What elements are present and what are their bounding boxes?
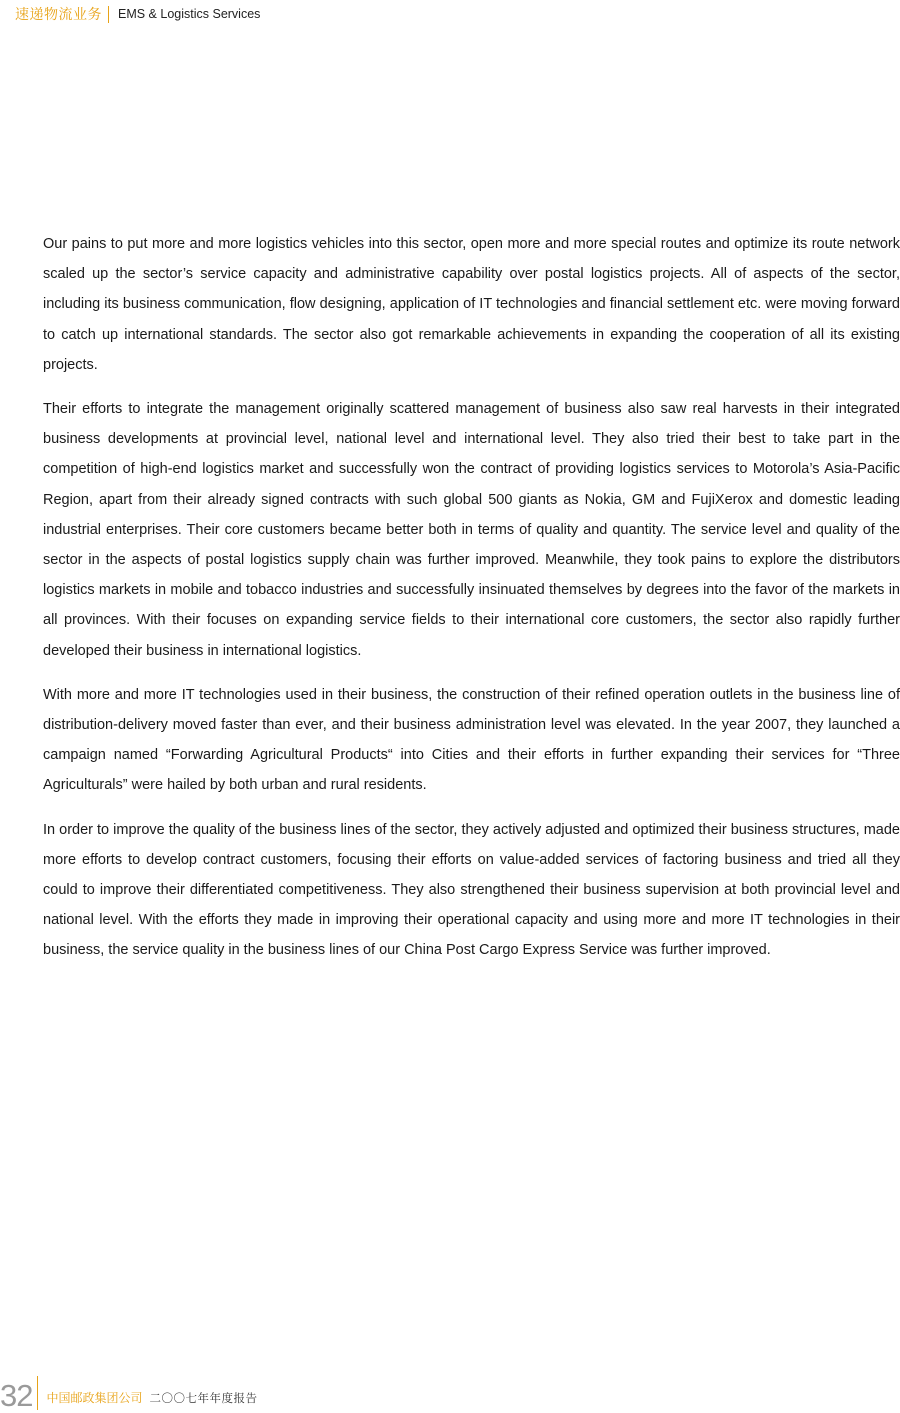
- footer-divider: [37, 1376, 38, 1410]
- page-footer: [0, 1376, 258, 1412]
- page-number: 32: [0, 1378, 33, 1413]
- paragraph: Their efforts to integrate the management originally scattered management of business also saw real harvests in their integrated business developments at provincial level, national level and international level. They also tried their best to take part in the competition of high-end logistics market and successfully won the contract of providing logistics services to Motorola’s Asia-Pacific Region, apart from their already signed contracts with such global 500 giants as Nokia, GM and FujiXerox and domestic leading industrial enterprises. Their core customers became better both in terms of quality and quantity. The service level and quality of the sector in the aspects of postal logistics supply chain was further improved. Meanwhile, they took pains to explore the distributors logistics markets in mobile and tobacco industries and successfully insinuated themselves by degrees into the favor of the markets in all provinces. With their focuses on expanding service fields to their international core customers, the sector also rapidly further developed their business in international logistics.: [43, 401, 900, 659]
- footer-report-title: 二〇〇七年年度报告: [149, 1391, 258, 1405]
- section-title-cn: 速递物流业务: [15, 7, 102, 23]
- page-header: [15, 4, 260, 24]
- section-title-en: EMS & Logistics Services: [118, 7, 261, 21]
- paragraph: With more and more IT technologies used in their business, the construction of their refined operation outlets in the business line of distribution-delivery moved faster than ever, and their business administration level was elevated. In the year 2007, they launched a campaign named “Forwarding Agricultural Products“ into Cities and their efforts in further expanding their services for “Three Agriculturals” were hailed by both urban and rural residents.: [43, 686, 900, 794]
- paragraph: In order to improve the quality of the business lines of the sector, they actively adjusted and optimized their business structures, made more efforts to develop contract customers, focusing their efforts on value-added services of factoring business and tried all they could to improve their differentiated competitiveness. They also strengthened their business supervision at both provincial level and national level. With the efforts they made in improving their operational capacity and using more and more IT technologies in their business, the service quality in the business lines of our China Post Cargo Express Service was further improved.: [43, 821, 900, 959]
- header-divider: [108, 6, 109, 23]
- footer-organization: 中国邮政集团公司: [46, 1391, 143, 1405]
- article-body: [43, 229, 900, 980]
- paragraph: Our pains to put more and more logistics vehicles into this sector, open more and more special routes and optimize its route network scaled up the sector’s service capacity and administrative capability over postal logistics projects. All of aspects of the sector, including its business communication, flow designing, application of IT technologies and financial settlement etc. were moving forward to catch up international standards. The sector also got remarkable achievements in expanding the cooperation of all its existing projects.: [43, 236, 900, 373]
